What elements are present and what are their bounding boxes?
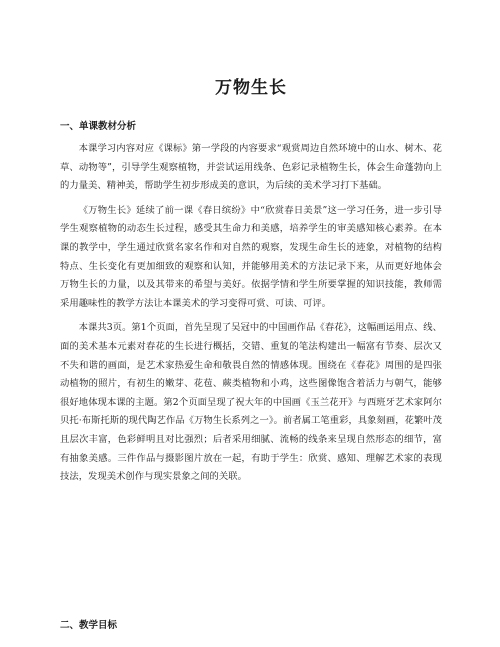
section-heading-analysis: 一、单课教材分析: [60, 121, 137, 132]
section-heading-objectives: 二、教学目标: [60, 620, 118, 631]
paragraph: 本课学习内容对应《课标》第一学段的内容要求“观赏周边自然环境中的山水、树木、花草、动物等”，引导学生观察植物，并尝试运用线条、色彩记录植物生长，体会生命蓬勃向上的力量美、精神美，帮助学生初步形成美的意识，为后续的美术学习打下基础。: [60, 143, 442, 192]
document-title: 万物生长: [215, 78, 287, 98]
paragraph: 《万物生长》延续了前一课《春日缤纷》中“欣赏春日美景”这一学习任务，进一步引导学生观察植物的动态生长过程，感受其生命力和美感，培养学生的审美感知核心素养。在本课的教学中，学生通过欣赏名家名作和对自然的观察，发现生命生长的迹象，对植物的结构特点、生长变化有更加细致的观察和认知，并能够用美术的方法记录下来，从而更好地体会万物生长的力量，以及其带来的希望与美好。依据学情和学生所要掌握的知识技能，教师需采用趣味性的教学方法让本课美术的学习变得可赏、可读、可评。: [60, 204, 442, 309]
section-body-analysis: [60, 140, 442, 487]
paragraph: 本课共3页。第1个页面，首先呈现了吴冠中的中国画作品《春花》，这幅画运用点、线、面的美术基本元素对春花的生长进行概括，交错、重复的笔法构建出一幅富有节奏、层次又不失和谐的画面，是艺术家热爱生命和敬畏自然的情感体现。围绕在《春花》周围的是四张动植物的照片，有初生的嫩芽、花苞、蕨类植物和小鸡，这些图像饱含着活力与朝气，能够很好地体现本课的主题。第2个页面呈现了祝大年的中国画《玉兰花开》与西班牙艺术家阿尔贝托·布斯托斯的现代陶艺作品《万物生长系列之一》。前者属工笔重彩，具象刻画，花繁叶茂且层次丰富，色彩鲜明且对比强烈；后者采用细腻、流畅的线条来呈现自然形态的细节，富有抽象美感。三件作品与摄影图片放在一起，有助于学生：欣赏、感知、理解艺术家的表现技法，发现美术创作与现实景象之间的关联。: [60, 322, 442, 483]
